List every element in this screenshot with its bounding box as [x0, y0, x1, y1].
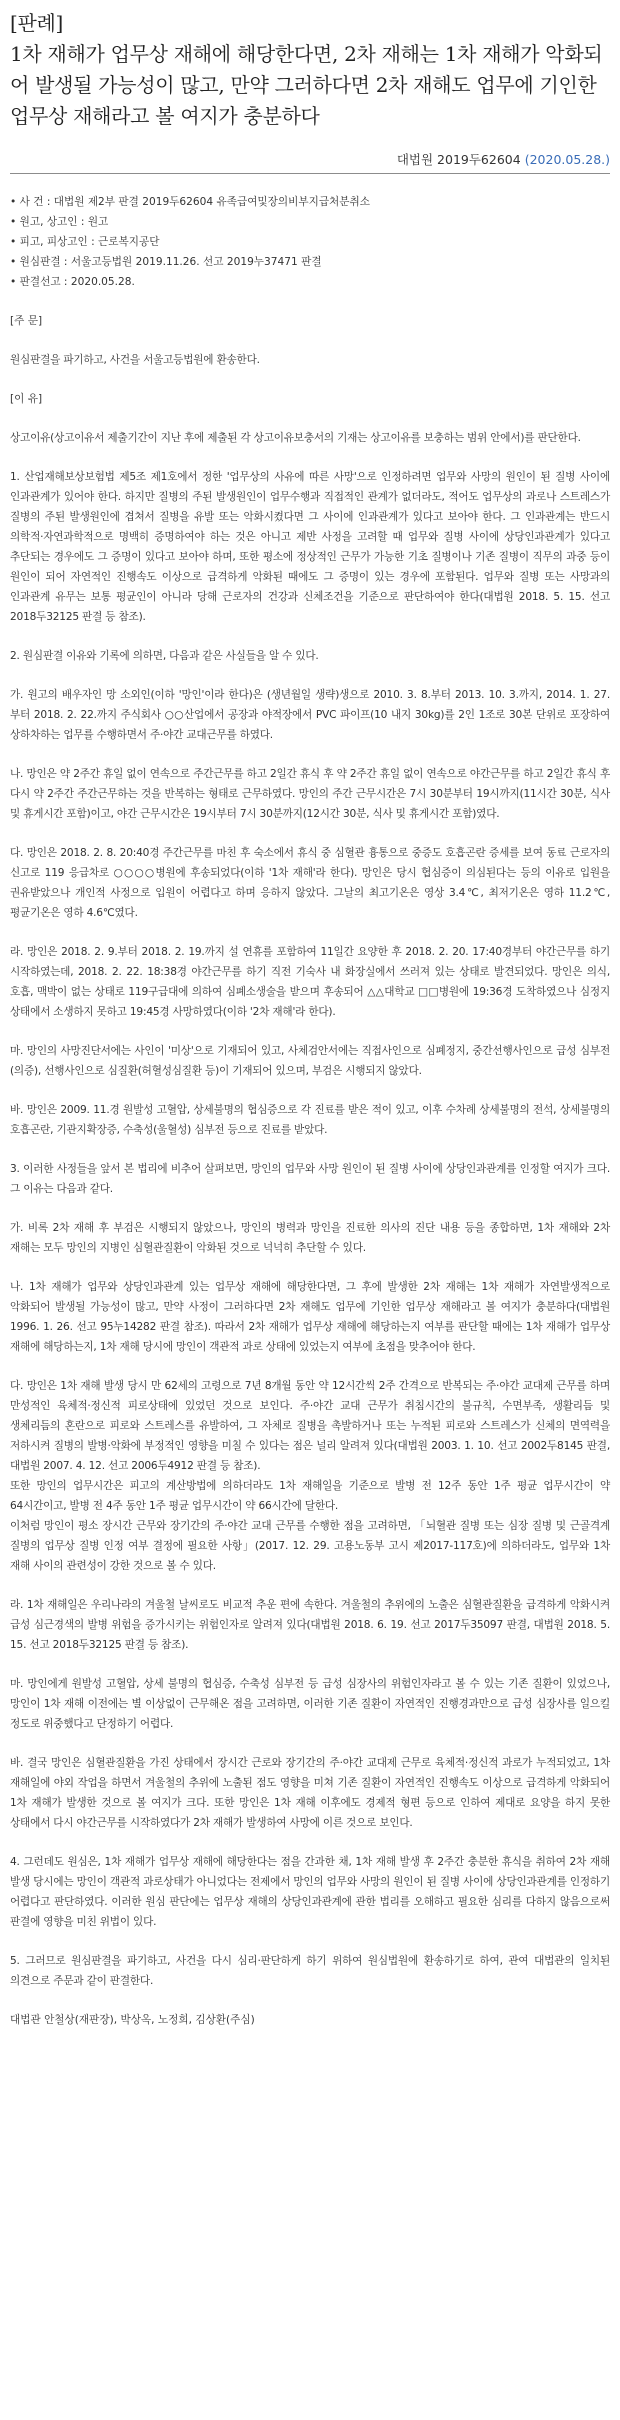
case-number: 대법원 2019두62604	[396, 152, 521, 167]
reason-paragraph: 다. 망인은 1차 재해 발생 당시 만 62세의 고령으로 7년 8개월 동안 약 12시간씩 2주 간격으로 반복되는 주·야간 교대제 근무를 하며 만성적인 육체적·정신적 피로상태에 있었던 것으로 보인다. 주·야간 교대 근무가 취침시간의 불규칙, 수면부족, 생활리듬 및 생체리듬의 혼란으로 피로와 스트레스를 유발하여, 그 자체로 질병을 촉발하거나 또는 누적된 피로와 스트레스가 신체의 면역력을 저하시켜 질병의 발병·악화에 부정적인 영향을 미칠 수 있다는 점은 널리 알려져 있다(대법원 2003. 1. 10. 선고 2002두8145 판결, 대법원 2007. 4. 12. 선고 2006두4912 판결 등 참조). 또한 망인의 업무시간은 피고의 계산방법에 의하더라도 1차 재해일을 기준으로 발병 전 12주 동안 1주 평균 업무시간이 약 64시간이고, 발병 전 4주 동안 1주 평균 업무시간이 약 66시간에 달한다. 이처럼 망인이 평소 장시간 근무와 장기간의 주·야간 교대 근무를 수행한 점을 고려하면, 「뇌혈관 질병 또는 심장 질병 및 근골격계 질병의 업무상 질병 인정 여부 결정에 필요한 사항」(2017. 12. 29. 고용노동부 고시 제2017-117호)에 의하더라도, 업무와 1차 재해 사이의 관련성이 강한 것으로 볼 수 있다.	[10, 1380, 610, 1572]
reason-paragraph: 상고이유(상고이유서 제출기간이 지난 후에 제출된 각 상고이유보충서의 기재는 상고이유를 보충하는 범위 안에서)를 판단한다.	[10, 432, 581, 444]
reason-paragraph: 1. 산업재해보상보험법 제5조 제1호에서 정한 '업무상의 사유에 따른 사망'으로 인정하려면 업무와 사망의 원인이 된 질병 사이에 인과관계가 있어야 한다. 하지만 질병의 주된 발생원인이 업무수행과 직접적인 관계가 없더라도, 적어도 업무상의 과로나 스트레스가 질병의 주된 발생원인에 겹쳐서 질병을 유발 또는 악화시켰다면 그 사이에 인과관계가 있다고 보아야 한다. 그 인과관계는 반드시 의학적·자연과학적으로 명백히 증명하여야 하는 것은 아니고 제반 사정을 고려할 때 업무와 질병 사이에 상당인과관계가 있다고 추단되는 경우에도 그 증명이 있다고 보아야 하며, 또한 평소에 정상적인 근무가 가능한 기초 질병이나 기존 질병이 직무의 과중 등이 원인이 되어 자연적인 진행속도 이상으로 급격하게 악화된 때에도 그 증명이 있는 경우에 포함된다. 업무와 질병 또는 사망과의 인과관계 유무는 보통 평균인이 아니라 당해 근로자의 건강과 신체조건을 기준으로 판단하여야 한다(대법원 2018. 5. 15. 선고 2018두32125 판결 등 참조).	[10, 471, 610, 623]
section-heading-order: [주 문]	[10, 315, 43, 327]
reason-paragraph: 바. 결국 망인은 심혈관질환을 가진 상태에서 장시간 근로와 장기간의 주·야간 교대제 근무로 육체적·정신적 과로가 누적되었고, 1차 재해일에 야외 작업을 하면서 겨울철의 추위에 노출된 점도 영향을 미쳐 기존 질환이 자연적인 진행속도 이상으로 급격하게 악화되어 1차 재해가 발생한 것으로 볼 여지가 크다. 또한 망인은 1차 재해 이후에도 경제적 형편 등으로 인하여 제대로 요양을 하지 못한 상태에서 다시 야간근무를 시작하였다가 2차 재해가 발생하여 사망에 이른 것으로 보인다.	[10, 1757, 610, 1829]
order-paragraph: 원심판결을 파기하고, 사건을 서울고등법원에 환송한다.	[10, 354, 260, 366]
judges-line: 대법관 안철상(재판장), 박상옥, 노정희, 김상환(주심)	[10, 2014, 255, 2026]
meta-decision-date: • 판결선고 : 2020.05.28.	[10, 276, 135, 288]
meta-lower-court: • 원심판결 : 서울고등법원 2019.11.26. 선고 2019누37471 판결	[10, 256, 322, 268]
meta-case: • 사 건 : 대법원 제2부 판결 2019두62604 유족급여및장의비부지급처분취소	[10, 196, 370, 208]
case-date: (2020.05.28.)	[524, 152, 610, 167]
reason-paragraph: 나. 망인은 약 2주간 휴일 없이 연속으로 주간근무를 하고 2일간 휴식 후 약 2주간 휴일 없이 연속으로 야간근무를 하고 2일간 휴식 후 다시 약 2주간 주간근무하는 것을 반복하는 형태로 근무하였다. 망인의 주간 근무시간은 7시 30분부터 19시까지(11시간 30분, 식사 및 휴게시간 포함)이고, 야간 근무시간은 19시부터 7시 30분까지(12시간 30분, 식사 및 휴게시간 포함)였다.	[10, 768, 610, 820]
reason-paragraph: 다. 망인은 2018. 2. 8. 20:40경 주간근무를 마친 후 숙소에서 휴식 중 심혈관 흉통으로 중증도 호흡곤란 증세를 보여 동료 근로자의 신고로 119 응급차로 ○○○○병원에 후송되었다(이하 '1차 재해'라 한다). 망인은 당시 협심증이 의심된다는 등의 이유로 입원을 권유받았으나 개인적 사정으로 입원이 어렵다고 하며 응하지 않았다. 그날의 최고기온은 영상 3.4℃, 최저기온은 영하 11.2℃, 평균기온은 영하 4.6℃였다.	[10, 847, 610, 919]
document-headline: [판례] 1차 재해가 업무상 재해에 해당한다면, 2차 재해는 1차 재해가 악화되어 발생될 가능성이 많고, 만약 그러하다면 2차 재해도 업무에 기인한 업무상 재해라고 볼 여지가 충분하다	[10, 11, 603, 128]
reason-paragraph: 라. 1차 재해일은 우리나라의 겨울철 날씨로도 비교적 추운 편에 속한다. 겨울철의 추위에의 노출은 심혈관질환을 급격하게 악화시켜 급성 심근경색의 발병 위험을 증가시키는 위험인자로 알려져 있다(대법원 2018. 6. 19. 선고 2017두35097 판결, 대법원 2018. 5. 15. 선고 2018두32125 판결 등 참조).	[10, 1599, 610, 1651]
reason-paragraph: 나. 1차 재해가 업무와 상당인과관계 있는 업무상 재해에 해당한다면, 그 후에 발생한 2차 재해는 1차 재해가 자연발생적으로 악화되어 발생될 가능성이 많고, 만약 사정이 그러하다면 2차 재해도 업무에 기인한 업무상 재해라고 볼 여지가 충분하다(대법원 1996. 1. 26. 선고 95누14282 판결 참조). 따라서 2차 재해가 업무상 재해에 해당하는지 여부를 판단할 때에는 1차 재해가 업무상 재해에 해당하는지, 1차 재해 당시에 망인이 객관적 과로 상태에 있었는지 여부에 초점을 맞추어야 한다.	[10, 1281, 610, 1353]
judgment-body	[10, 311, 610, 2030]
case-reference	[10, 150, 610, 174]
reason-paragraph: 3. 이러한 사정들을 앞서 본 법리에 비추어 살펴보면, 망인의 업무와 사망 원인이 된 질병 사이에 상당인과관계를 인정할 여지가 크다. 그 이유는 다음과 같다.	[10, 1163, 610, 1195]
reason-paragraph: 4. 그런데도 원심은, 1차 재해가 업무상 재해에 해당한다는 점을 간과한 채, 1차 재해 발생 후 2주간 충분한 휴식을 취하여 2차 재해 발생 당시에는 망인이 객관적 과로상태가 아니었다는 전제에서 망인의 업무와 사망의 원인이 된 질병 사이에 상당인과관계를 인정하기 어렵다고 판단하였다. 이러한 원심 판단에는 업무상 재해의 상당인과관계에 관한 법리를 오해하고 필요한 심리를 다하지 않음으로써 판결에 영향을 미친 위법이 있다.	[10, 1856, 610, 1928]
reason-paragraph: 라. 망인은 2018. 2. 9.부터 2018. 2. 19.까지 설 연휴를 포함하여 11일간 요양한 후 2018. 2. 20. 17:40경부터 야간근무를 하기 시작하였는데, 2018. 2. 22. 18:38경 야간근무를 하기 직전 기숙사 내 화장실에서 쓰러져 있는 상태로 발견되었다. 망인은 의식, 호흡, 맥박이 없는 상태로 119구급대에 의하여 심폐소생술을 받으며 후송되어 △△대학교 □□병원에 19:36경 도착하였으나 심정지 상태에서 소생하지 못하고 19:45경 사망하였다(이하 '2차 재해'라 한다).	[10, 946, 610, 1018]
case-metadata	[10, 192, 610, 292]
reason-paragraph: 바. 망인은 2009. 11.경 원발성 고혈압, 상세불명의 협심증으로 각 진료를 받은 적이 있고, 이후 수차례 상세불명의 전석, 상세불명의 호흡곤란, 기관지확장증, 수축성(울혈성) 심부전 등으로 진료를 받았다.	[10, 1104, 610, 1136]
reason-paragraph: 마. 망인에게 원발성 고혈압, 상세 불명의 협심증, 수축성 심부전 등 급성 심장사의 위험인자라고 볼 수 있는 기존 질환이 있었으나, 망인이 1차 재해 이전에는 별 이상없이 근무해온 점을 고려하면, 이러한 기존 질환이 자연적인 진행경과만으로 급성 심장사를 일으킬 정도로 위중했다고 단정하기 어렵다.	[10, 1678, 610, 1730]
reason-paragraph: 2. 원심판결 이유와 기록에 의하면, 다음과 같은 사실들을 알 수 있다.	[10, 650, 319, 662]
section-heading-reasons: [이 유]	[10, 393, 43, 405]
reason-paragraph: 5. 그러므로 원심판결을 파기하고, 사건을 다시 심리·판단하게 하기 위하여 원심법원에 환송하기로 하여, 관여 대법관의 일치된 의견으로 주문과 같이 판결한다.	[10, 1955, 610, 1987]
meta-defendant: • 피고, 피상고인 : 근로복지공단	[10, 236, 160, 248]
reason-paragraph: 가. 비록 2차 재해 후 부검은 시행되지 않았으나, 망인의 병력과 망인을 진료한 의사의 진단 내용 등을 종합하면, 1차 재해와 2차 재해는 모두 망인의 지병인 심혈관질환이 악화된 것으로 넉넉히 추단할 수 있다.	[10, 1222, 610, 1254]
reason-paragraph: 가. 원고의 배우자인 망 소외인(이하 '망인'이라 한다)은 (생년월일 생략)생으로 2010. 3. 8.부터 2013. 10. 3.까지, 2014. 1. 27.부터 2018. 2. 22.까지 주식회사 ○○산업에서 공장과 야적장에서 PVC 파이프(10 내지 30kg)를 2인 1조로 30본 단위로 포장하여 상하차하는 업무를 수행하면서 주·야간 교대근무를 하였다.	[10, 689, 610, 741]
meta-plaintiff: • 원고, 상고인 : 원고	[10, 216, 109, 228]
reason-paragraph: 마. 망인의 사망진단서에는 사인이 '미상'으로 기재되어 있고, 사체검안서에는 직접사인으로 심폐정지, 중간선행사인으로 급성 심부전(의증), 선행사인으로 심질환(허혈성심질환 등)이 기재되어 있으며, 부검은 시행되지 않았다.	[10, 1045, 610, 1077]
